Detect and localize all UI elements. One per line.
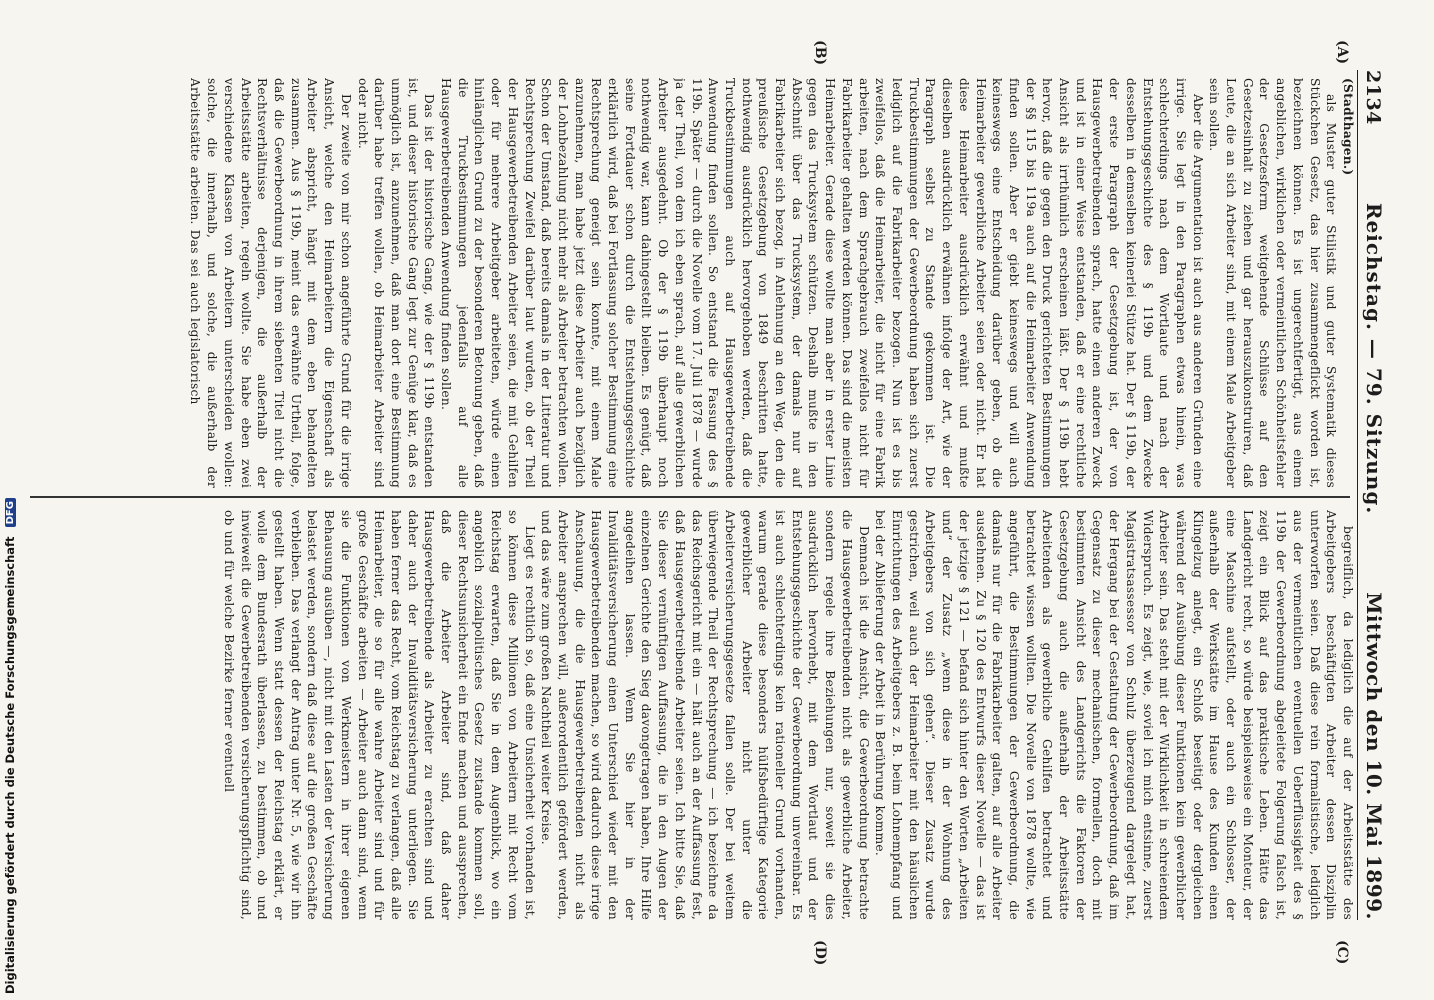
paragraph: Der zweite von mir schon angeführte Grund für die irrige Ansicht, welche den Heimarbeitern die Eigenschaft als Arbeiter abspricht, hängt mit dem eben behandelten zusammen. Aus § 119b, meint das erwähnte Urtheil, folge, daß die Gewerbeordnung in ihrem siebenten Titel nicht die Rechtsverhältnisse derjenigen, die außerhalb der Arbeitsstätte arbeiten, regeln wollte. Sie habe eben zwei verschiedene Klassen von Arbeitern unterscheiden wollen: solche, die innerhalb, und solche, die außerhalb der Arbeitsstätte arbeiten. Das sei auch legislatorisch [188, 78, 353, 488]
speaker-name: (Stadthagen.) [1341, 78, 1355, 176]
paragraph: Demnach ist die Ansicht, die Gewerbeordnung betrachte die Hausgewerbetreibenden nicht als gewerbliche Arbeiter, sondern regele ihre Beziehungen nur, soweit sie dies ausdrücklich hervorhebt, mit dem Wortlaut und der Entstehungsgeschichte der Gewerbeordnung unvereinbar. Es ist auch schlechterdings kein rationeller Grund vorhanden, warum gerade diese besonders hülfsbedürftige Kategorie gewerblicher Arbeiter nicht unter die Arbeiterversicherungsgesetze fallen solle. Der bei weitem überwiegende Theil der Rechtsprechung — ich bezeichne da das Reichsgericht mit ein — hält auch an der Auffassung fest, daß Hausgewerbetreibende Arbeiter seien. Ich bitte Sie, daß Sie dieser vernünftigen Auffassung, die in den Augen der einzelnen Gerichte den Sieg davongetragen haben, Ihre Hilfe angedeihen lassen. Wenn Sie hier in der Invaliditätsversicherung einen Unterschied wieder mit den Hausgewerbetreibenden machen, so wird dadurch diese irrige Anschauung, die die Hausgewerbetreibenden nicht als Arbeiter ansprechen will, außerordentlich gefördert werden, und das wäre zum großen Nachtheil weiter Kreise. [539, 510, 871, 920]
page-header [1357, 70, 1398, 920]
paragraph: Aber die Argumentation ist auch aus anderen Gründen eine irrige. Sie legt in den Paragraphen etwas hinein, was schlechterdings nach dem Wortlaute und nach der Entstehungsgeschichte des § 119b und dem Zwecke desselben in demselben keinerlei Stütze hat. Der § 119b, der der erste Paragraph der Gesetzgebung ist, der von Hausgewerbetreibenden sprach, hatte einen anderen Zweck und ist in einer Weise entstanden, daß er eine rechtliche Ansicht als irrthümlich erscheinen läßt. Der § 119b hebt hervor, daß die gegen den Druck gerichteten Bestimmungen der §§ 115 bis 119a auch auf die Heimarbeiter Anwendung finden sollen. Aber er giebt keineswegs und will auch keineswegs eine Entscheidung darüber geben, ob die Heimarbeiter gewerbliche Arbeiter seien oder nicht. Er hat diese Heimarbeiter ausdrücklich erwähnt und mußte dieselben ausdrücklich erwähnen infolge der Art, wie der Paragraph selbst zu Stande gekommen ist. Die Truckbestimmungen der Gewerbeordnung haben sich zuerst lediglich auf die Fabrikarbeiter bezogen. Nun ist es bis zweifellos, daß die Heimarbeiter, die nicht für eine Fabrik arbeiten, nach dem Sprachgebrauch zweifellos nicht für Fabrikarbeiter gehalten werden können. Das sind die meisten Heimarbeiter. Gerade diese wollte man aber in erster Linie gegen das Trucksystem schützen. Deshalb mußte in den Abschnitt über das Trucksystem, der damals nur auf Fabrikarbeiter sich bezog, in Anlehnung an den Weg, den die preußische Gesetzgebung von 1849 beschritten hatte, nothwendig ausdrücklich hervorgehoben werden, daß die Truckbestimmungen auch auf Hausgewerbetreibende Anwendung finden sollen. So entstand die Fassung des § 119b. Später — durch die Novelle vom 17. Juli 1878 — wurde ja der Theil, von dem ich eben sprach, auf alle gewerblichen Arbeiter ausgedehnt. Ob der § 119b überhaupt noch nothwendig war, kann dahingestellt bleiben. Es genügt, daß seine Fortdauer schon durch die Entstehungsgeschichte erklärlich wird, daß bei Fortlassung solcher Bestimmung eine Rechtsprechung geneigt sein konnte, mit einem Male anzunehmen, man habe jetzt diese Arbeiter auch bezüglich der Lohnbezahlung nicht mehr als Arbeiter betrachten wollen. Schon der Umstand, daß bereits damals in der Litteratur und Rechtsprechung Zweifel darüber laut wurden, ob der Theil der Hausgewerbetreibenden Arbeiter seien, die mit Gehilfen oder für mehrere Arbeitgeber arbeiteten, würde einen hinlänglichen Grund zu der besonderen Betonung geben, daß die Truckbestimmungen jedenfalls auf alle Hausgewerbetreibenden Anwendung finden sollen. [439, 78, 1205, 488]
margin-letter-a: (A) [1334, 40, 1350, 65]
right-column [21, 510, 1356, 920]
margin-letter-c: (C) [1334, 940, 1350, 965]
footer-text: Digitalisierung gefördert durch die Deutsche Forschungsgemeinschaft [3, 536, 17, 994]
running-title: Reichstag. — 79. Sitzung. [1362, 202, 1386, 515]
page-number: 2134 [1362, 70, 1384, 125]
footer-credit [3, 498, 17, 994]
dfg-logo: DFG [5, 498, 16, 527]
date-line: Mittwoch den 10. Mai 1899. [1362, 592, 1386, 920]
paragraph: Liegt es rechtlich so, daß eine Unsicherheit vorhanden ist, so können diese Millionen von Arbeitern mit Recht vom Reichstag erwarten, daß Sie in dem Augenblick, wo ein angeblich sozialpolitisches Gesetz zustande kommen soll, dieser Rechtsunsicherheit ein Ende machen und aussprechen, daß die Arbeiter Arbeiter sind, daß daher Hausgewerbetreibende als Arbeiter zu erachten sind und daher auch der Invaliditätsversicherung unterliegen. Sie haben ferner das Recht, vom Reichstag zu verlangen, daß alle Heimarbeiter, die so für alle wahre Arbeiter sind und für große Geschäfte arbeiten — Arbeiter auch dann sind, wenn sie die Funktionen von Werkmeistern in ihrer eigenen Behausung ausüben —, nicht mit den Lasten der Versicherung belastet werden, sondern daß diese auf die großen Geschäfte verbleiben. Das verlangt der Antrag unter Nr. 5, wie wir ihn gestellt haben. Wenn statt dessen der Reichstag erklärt, er wolle dem Bundesrath überlassen, zu bestimmen, ob und inwieweit die Gewerbetreibenden versicherungspflichtig sind, ob und für welche Bezirke ferner eventuell [221, 510, 537, 920]
paragraph: als Muster guter Stilistik und guter Systematik dieses Stückchen Gesetz, das hier zusammengeflickt worden ist, bezeichnen können. Es ist ungerechtfertigt, aus einem angeblichen, wirklichen oder vermeintlichen Schönheitsfehler der Gesetzesform weitgehende Schlüsse auf den Gesetzesinhalt zu ziehen und gar herauszukonstruiren, daß Leute, die an sich Arbeiter sind, mit einem Male Arbeitgeber sein sollen. [1207, 78, 1339, 488]
margin-letter-d: (D) [812, 940, 828, 966]
margin-letter-b: (B) [812, 40, 828, 66]
paragraph: Das ist der historische Gang, wie der § 119b entstanden ist, und dieser historische Gang legt zur Genüge klar, daß es unmöglich ist, anzunehmen, daß man dort eine Bestimmung darüber habe treffen wollen, ob Heimarbeiter Arbeiter sind oder nicht. [355, 78, 437, 488]
digitization-footer [0, 0, 22, 1000]
column-divider [30, 496, 1350, 498]
left-column [21, 78, 1356, 488]
paragraph: begreiflich, da lediglich die auf der Arbeitsstätte des Arbeitgebers beschäftigten Arbeiter dessen Disziplin unterworfen seien. Daß diese rein formalistische, lediglich aus der vermeintlichen eventuellen Ueberflüssigkeit des § 119b der Gewerbeordnung abgeleitete Folgerung falsch ist, zeigt ein Blick auf das praktische Leben. Hätte das Landgericht recht, so würde beispielsweise ein Monteur, der eine Maschine aufstellt, oder auch ein Schlosser, der außerhalb der Werkstätte im Hause des Kunden einen Klingelzug anlegt, ein Schloß beseitigt oder dergleichen während der Ausübung dieser Funktionen kein gewerblicher Arbeiter sein. Das steht mit der Wirklichkeit in schreiendem Widerspruch. Es zeigt, wie, soviel ich mich entsinne, zuerst Magistratsassessor von Schulz überzeugend dargelegt hat, der Hergang bei der Gestaltung der Gewerbeordnung, daß im Gegensatz zu dieser mechanischen, formellen, doch mit bestimmten Ansicht des Landgerichts die Faktoren der Gesetzgebung auch die außerhalb der Arbeitsstätte Arbeitenden als gewerbliche Gehilfen betrachtet und betrachtet wissen wollten. Die Novelle von 1878 wollte, wie angeführt, die Bestimmungen der Gewerbeordnung, die damals nur für die Fabrikarbeiter galten, auf alle Arbeiter ausdehnen. Zu § 120 des Entwurfs dieser Novelle — das ist der jetzige § 121 — befand sich hinter den Worten „Arbeiten und“ der Zusatz „wenn diese in der Wohnung des Arbeitgebers von sich gehen“. Dieser Zusatz wurde gestrichen, weil auch der Heimarbeiter mit den häuslichen Einrichtungen des Arbeitgebers z. B. beim Lohnempfang und bei der Ablieferung der Arbeit in Berührung komme. [873, 510, 1355, 920]
